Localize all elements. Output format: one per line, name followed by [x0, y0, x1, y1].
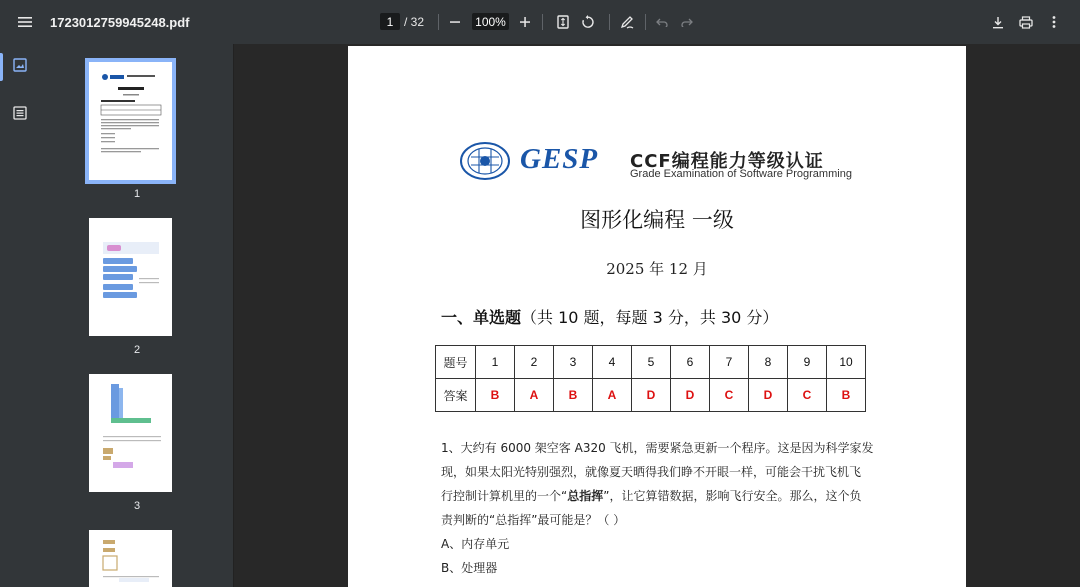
question-text: 行控制计算机里的一个“	[441, 489, 568, 503]
divider	[438, 14, 439, 30]
document-viewer[interactable]	[235, 44, 1080, 587]
thumbnail-sidebar	[40, 44, 234, 587]
redo-button[interactable]	[673, 0, 701, 44]
question-keyword: 总指挥	[567, 489, 604, 503]
page-thumbnail-3[interactable]	[89, 374, 172, 492]
more-options-button[interactable]	[1040, 0, 1068, 44]
outline-icon	[13, 106, 27, 120]
section-heading	[441, 305, 778, 328]
question-1-line: 现，如果太阳光特别强烈，就像夏天晒得我们睁不开眼一样，可能会干扰飞机飞	[441, 465, 862, 479]
question-1-line: 1、大约有 6000 架空客 A320 飞机，需要紧急更新一个程序。这是因为科学家发	[441, 441, 874, 455]
thumbnail-icon	[13, 58, 27, 72]
zoom-in-button[interactable]	[511, 0, 539, 44]
thumbnail-label: 1	[133, 188, 141, 200]
question-number: 8	[749, 346, 788, 379]
answer-cell: A	[593, 379, 632, 412]
thumbnail-page-preview	[89, 62, 172, 180]
answer-row	[436, 379, 866, 412]
row-label: 答案	[436, 379, 476, 412]
pdf-page	[348, 46, 966, 587]
divider	[645, 14, 646, 30]
answer-cell: D	[632, 379, 671, 412]
redo-icon	[673, 8, 701, 36]
answer-cell: D	[671, 379, 710, 412]
thumbnail-page-preview	[89, 374, 172, 492]
question-number: 3	[554, 346, 593, 379]
certification-title: CCF编程能力等级认证	[630, 151, 824, 172]
outline-view-button[interactable]	[13, 106, 27, 125]
thumbnail-label: 2	[133, 344, 141, 356]
page-thumbnail-2[interactable]	[89, 218, 172, 336]
thumbnail-page-preview	[89, 530, 172, 587]
answer-cell: B	[476, 379, 515, 412]
minus-icon	[441, 8, 469, 36]
thumbnails-view-button[interactable]	[13, 58, 27, 77]
thumbnail-page-preview	[89, 218, 172, 336]
option-b: B、处理器	[441, 561, 498, 575]
page-thumbnail-1[interactable]	[89, 62, 172, 180]
document-title: 图形化编程 一级	[580, 208, 734, 232]
question-number: 1	[476, 346, 515, 379]
answer-cell: D	[749, 379, 788, 412]
download-button[interactable]	[984, 0, 1012, 44]
question-number: 7	[710, 346, 749, 379]
question-number: 4	[593, 346, 632, 379]
answer-table	[435, 345, 866, 412]
zoom-level-input[interactable]: 100%	[472, 13, 509, 30]
print-icon	[1012, 8, 1040, 36]
rotate-button[interactable]	[574, 0, 602, 44]
fit-page-button[interactable]	[549, 0, 577, 44]
answer-cell: B	[827, 379, 866, 412]
divider	[542, 14, 543, 30]
menu-button[interactable]	[11, 0, 39, 44]
gesp-logo: GESP	[520, 143, 599, 175]
divider	[609, 14, 610, 30]
undo-icon	[648, 8, 676, 36]
answer-cell: C	[788, 379, 827, 412]
zoom-out-button[interactable]	[441, 0, 469, 44]
section-title: 一、单选题	[441, 308, 522, 327]
document-date: 2025 年 12 月	[606, 260, 708, 278]
question-number-row	[436, 346, 866, 379]
row-label: 题号	[436, 346, 476, 379]
question-number: 5	[632, 346, 671, 379]
thumbnail-label: 3	[133, 500, 141, 512]
menu-icon	[11, 8, 39, 36]
sidebar-rail	[0, 44, 40, 587]
ccf-seal-icon	[459, 141, 511, 181]
annotate-button[interactable]	[613, 0, 641, 44]
question-number: 2	[515, 346, 554, 379]
question-number: 10	[827, 346, 866, 379]
rotate-icon	[574, 8, 602, 36]
page-number-input[interactable]: 1	[380, 13, 400, 30]
question-text: ”，让它算错数据，影响飞行安全。那么，这个负	[603, 489, 862, 503]
question-number: 6	[671, 346, 710, 379]
question-1-line: 责判断的“总指挥”最可能是？（ ）	[441, 513, 626, 527]
section-description: （共 10 题，每题 3 分，共 30 分）	[521, 308, 779, 327]
answer-cell: C	[710, 379, 749, 412]
rail-active-indicator	[0, 53, 3, 81]
page-thumbnail-4[interactable]	[89, 530, 172, 587]
pdf-toolbar	[0, 0, 1080, 44]
plus-icon	[511, 8, 539, 36]
print-button[interactable]	[1012, 0, 1040, 44]
more-vert-icon	[1040, 8, 1068, 36]
undo-button[interactable]	[648, 0, 676, 44]
page-total: / 32	[404, 15, 425, 29]
fit-page-icon	[549, 8, 577, 36]
question-1-line	[441, 484, 881, 508]
option-a: A、内存单元	[441, 537, 510, 551]
document-filename: 1723012759945248.pdf	[50, 14, 190, 30]
download-icon	[984, 8, 1012, 36]
pen-icon	[613, 8, 641, 36]
certification-subtitle: Grade Examination of Software Programming	[630, 168, 852, 180]
answer-cell: A	[515, 379, 554, 412]
answer-cell: B	[554, 379, 593, 412]
question-number: 9	[788, 346, 827, 379]
